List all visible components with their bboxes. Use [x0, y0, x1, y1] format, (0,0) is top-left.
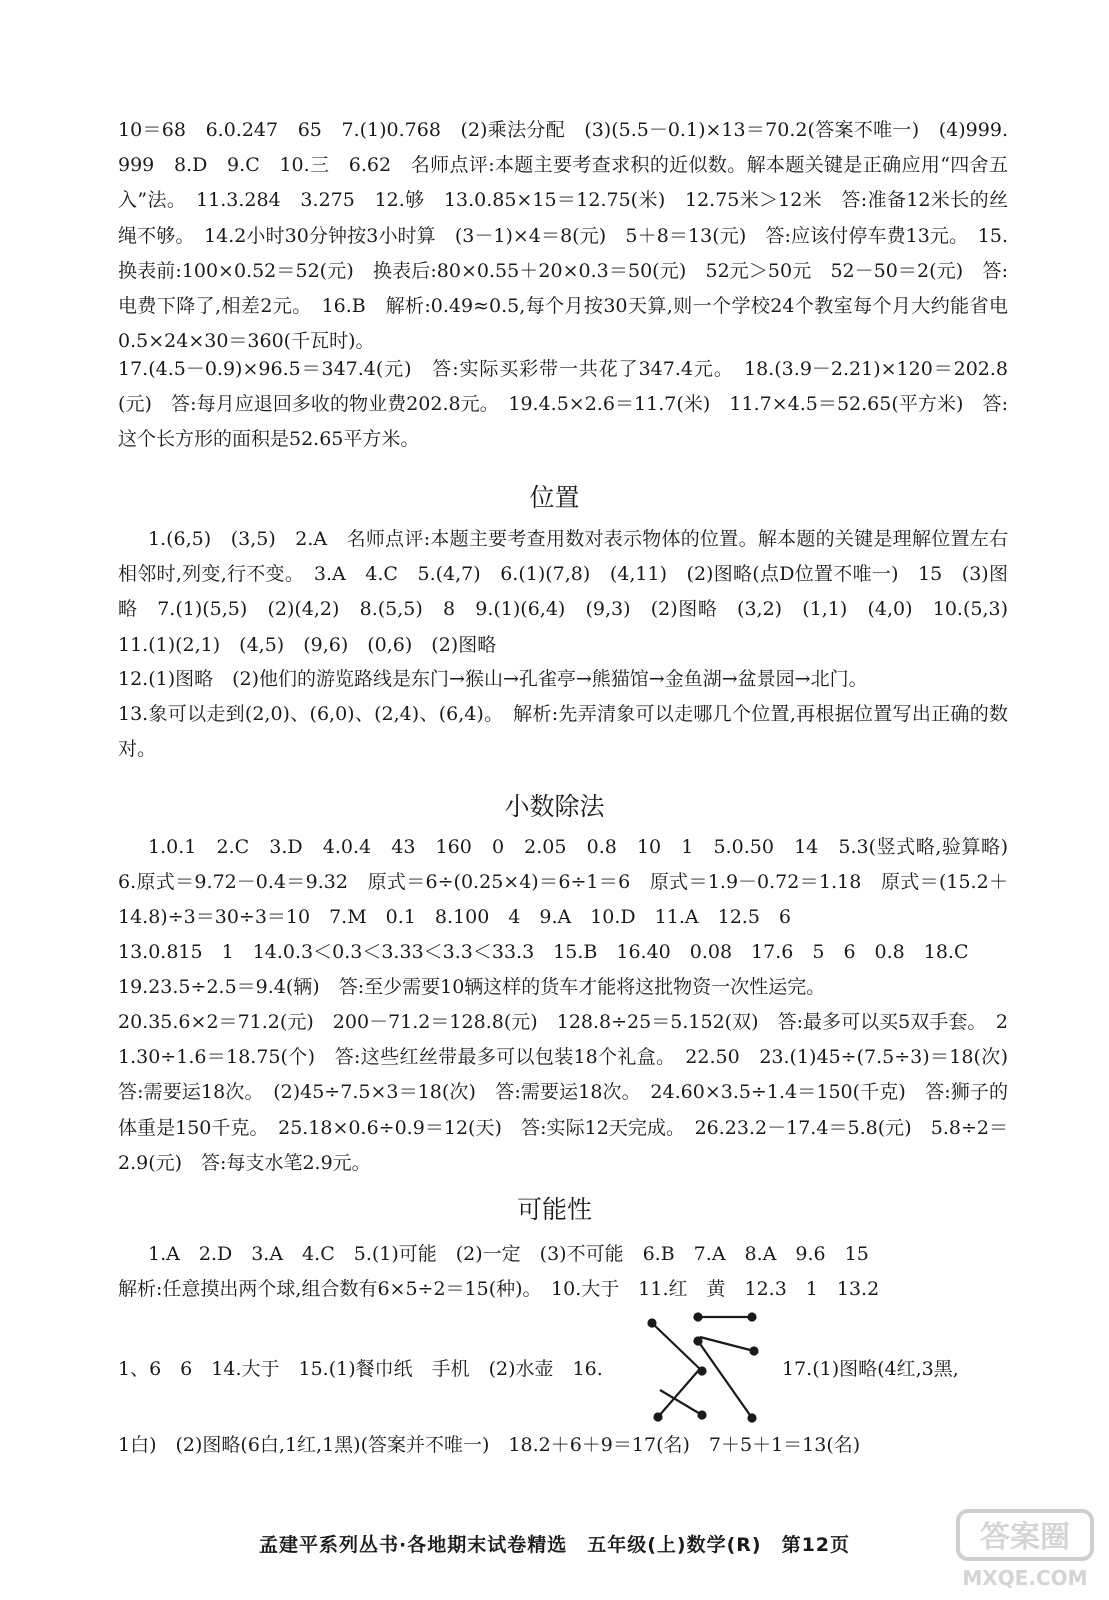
- answer-paragraph: 13.象可以走到(2,0)、(6,0)、(2,4)、(6,4)。 解析:先弄清象可以走哪几个位置,再根据位置写出正确的数对。: [118, 703, 1008, 761]
- answer-paragraph: 1.A 2.D 3.A 4.C 5.(1)可能 (2)一定 (3)不可能 6.B 7.A 8.A 9.6 15: [148, 1243, 869, 1265]
- diagram-dot: [695, 1338, 702, 1345]
- diagram-dot: [749, 1415, 756, 1422]
- answer-paragraph: 20.35.6×2＝71.2(元) 200－71.2＝128.8(元) 128.8÷25＝5.152(双) 答:最多可以买5双手套。 21.30÷1.6＝18.75(个) 答:这些红丝带最多可以包装18个礼盒。 22.50 23.(1)45÷(7.5÷3)＝18(次) 答:需要运18次。 (2)45÷7.5×3＝18(次) 答:需要运18次。 24.60×3.5÷1.4＝150(千克) 答:狮子的体重是150千克。 25.18×0.6÷0.9＝12(天) 答:实际12天完成。 26.23.2－17.4＝5.8(元) 5.8÷2＝2.9(元) 答:每支水笔2.9元。: [118, 1011, 1028, 1174]
- answer-paragraph: 17.(4.5－0.9)×96.5＝347.4(元) 答:实际买彩带一共花了347.4元。 18.(3.9－2.21)×120＝202.8(元) 答:每月应退回多收的物业费202.8元。 19.4.5×2.6＝11.7(米) 11.7×4.5＝52.65(平方米) 答:这个长方形的面积是52.65平方米。: [118, 358, 1008, 451]
- diagram-line: [652, 1323, 702, 1371]
- section-heading-decimal-division: 小数除法: [504, 792, 605, 821]
- answer-paragraph: 12.(1)图略 (2)他们的游览路线是东门→猴山→孔雀亭→熊猫馆→金鱼湖→盆景园→北门。: [118, 668, 868, 690]
- diagram-line: [700, 1337, 754, 1351]
- answer-paragraph: 10＝68 6.0.247 65 7.(1)0.768 (2)乘法分配 (3)(5.5－0.1)×13＝70.2(答案不唯一) (4)999.999 8.D 9.C 10.三 6.62 名师点评:本题主要考查求积的近似数。解本题关键是正确应用“四舍五入”法。 11.3.284 3.275 12.够 13.0.85×15＝12.75(米) 12.75米＞12米 答:准备12米长的丝绳不够。 14.2小时30分钟按3小时算 (3－1)×4＝8(元) 5＋8＝13(元) 答:应该付停车费13元。 15.换表前:100×0.52＝52(元) 换表后:80×0.55＋20×0.3＝50(元) 52元＞50元 52－50＝2(元) 答:电费下降了,相差2元。 16.B 解析:0.49≈0.5,每个月按30天算,则一个学校24个教室每个月大约能省电0.5×24×30＝360(千瓦时)。: [118, 119, 1009, 353]
- watermark-url: MXQE.COM: [962, 1566, 1088, 1590]
- matching-lines-diagram: [640, 1305, 790, 1465]
- answer-paragraph: 13.0.815 1 14.0.3＜0.3＜3.33＜3.3＜33.3 15.B 16.40 0.08 17.6 5 6 0.8 18.C: [118, 941, 969, 963]
- watermark-logo: [950, 1505, 1100, 1595]
- diagram-dot: [699, 1368, 706, 1375]
- answer-paragraph: 17.(1)图略(4红,3黑,: [782, 1358, 959, 1380]
- diagram-dot: [695, 1314, 702, 1321]
- section-heading-probability: 可能性: [516, 1195, 592, 1224]
- answer-paragraph: 解析:任意摸出两个球,组合数有6×5÷2＝15(种)。 10.大于 11.红 黄 12.3 1 13.2: [118, 1278, 880, 1300]
- diagram-dot: [649, 1320, 656, 1327]
- answer-paragraph: 1.0.1 2.C 3.D 4.0.4 43 160 0 2.05 0.8 10 1 5.0.50 14 5.3(竖式略,验算略) 6.原式＝9.72－0.4＝9.32 原式＝6÷(0.25×4)＝6÷1＝6 原式＝1.9－0.72＝1.18 原式＝(15.2＋14.8)÷3＝30÷3＝10 7.M 0.1 8.100 4 9.A 10.D 11.A 12.5 6: [118, 836, 1028, 929]
- diagram-line: [698, 1341, 752, 1418]
- diagram-dot: [749, 1314, 756, 1321]
- diagram-line: [660, 1390, 702, 1415]
- diagram-dot: [655, 1414, 662, 1421]
- answer-paragraph: 1、6 6 14.大于 15.(1)餐巾纸 手机 (2)水壶 16.: [118, 1358, 603, 1380]
- diagram-dot: [699, 1412, 706, 1419]
- answer-paragraph: 19.23.5÷2.5＝9.4(辆) 答:至少需要10辆这样的货车才能将这批物资一次性运完。: [118, 976, 826, 998]
- answer-paragraph: 1白) (2)图略(6白,1红,1黑)(答案并不唯一) 18.2＋6＋9＝17(名) 7＋5＋1＝13(名): [118, 1434, 861, 1456]
- page-footer: 孟建平系列丛书·各地期末试卷精选 五年级(上)数学(R) 第12页: [258, 1534, 851, 1556]
- section-heading-position: 位置: [529, 483, 580, 512]
- diagram-dot: [751, 1348, 758, 1355]
- watermark-text: 答案圈: [980, 1520, 1070, 1555]
- answer-paragraph: 1.(6,5) (3,5) 2.A 名师点评:本题主要考查用数对表示物体的位置。解本题的关键是理解位置左右相邻时,列变,行不变。 3.A 4.C 5.(4,7) 6.(1)(7,8) (4,11) (2)图略(点D位置不唯一) 15 (3)图略 7.(1)(5,5) (2)(4,2) 8.(5,5) 8 9.(1)(6,4) (9,3) (2)图略 (3,2) (1,1) (4,0) 10.(5,3) 11.(1)(2,1) (4,5) (9,6) (0,6) (2)图略: [118, 528, 1028, 656]
